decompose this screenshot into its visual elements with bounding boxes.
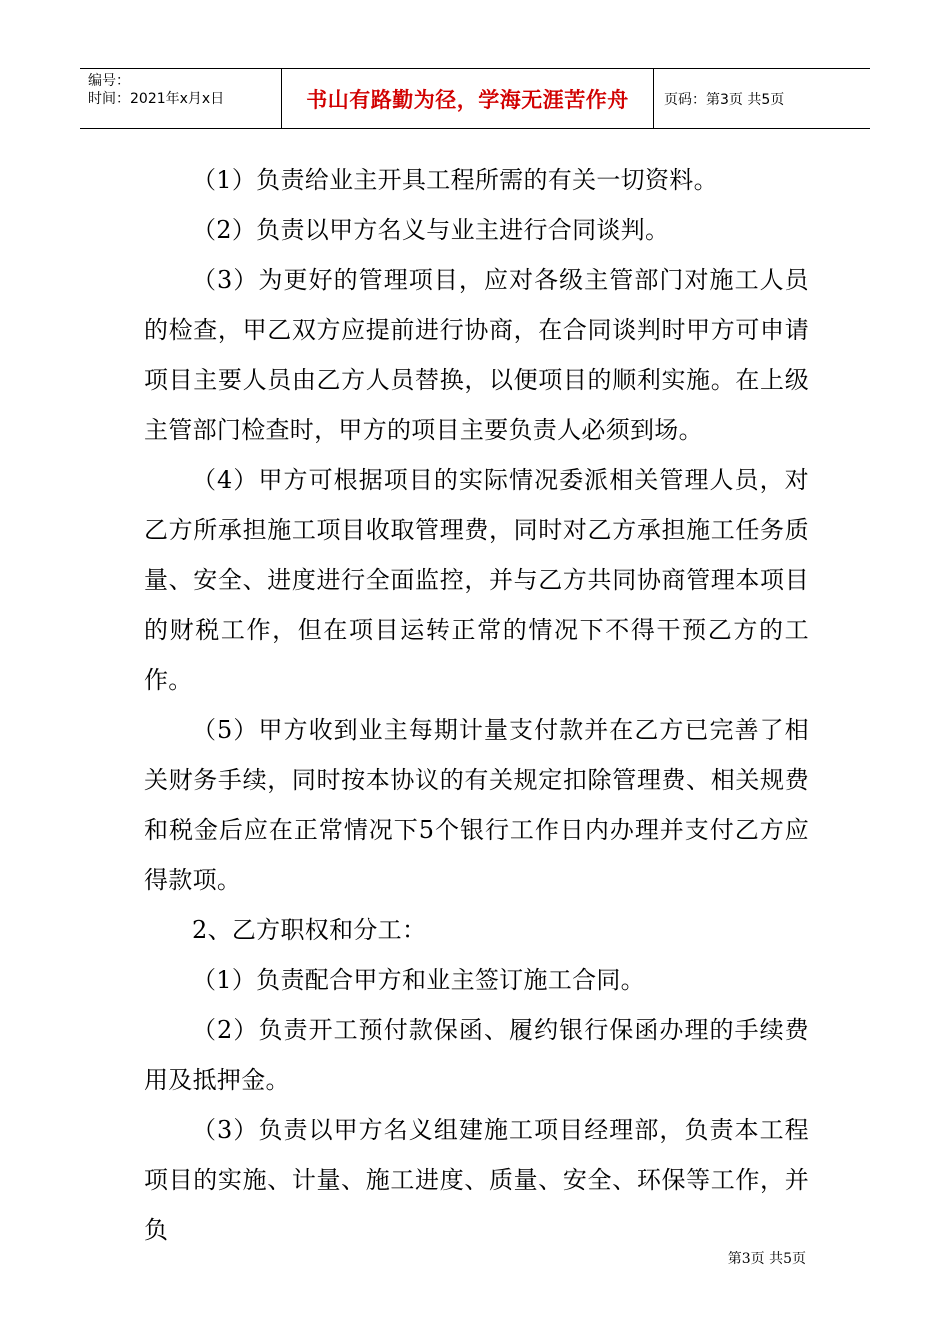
header-motto: 书山有路勤为径，学海无涯苦作舟	[282, 69, 654, 128]
header-meta	[80, 69, 282, 128]
paragraph: （3）为更好的管理项目，应对各级主管部门对施工人员的检查，甲乙双方应提前进行协商，在合同谈判时甲方可申请项目主要人员由乙方人员替换，以便项目的顺利实施。在上级主管部门检查时，甲方的项目主要负责人必须到场。	[144, 266, 809, 444]
paragraph: （1）负责给业主开具工程所需的有关一切资料。	[192, 166, 718, 194]
paragraph: （1）负责配合甲方和业主签订施工合同。	[192, 966, 645, 994]
page-header	[80, 68, 870, 129]
page-footer: 第3页 共5页	[727, 1251, 806, 1267]
header-page-code: 页码：第3页 共5页	[664, 91, 785, 108]
section-heading: 2、乙方职权和分工：	[192, 916, 427, 944]
document-number-label: 编号：	[88, 73, 130, 89]
paragraph: （2）负责开工预付款保函、履约银行保函办理的手续费用及抵押金。	[144, 1016, 809, 1094]
paragraph: （5）甲方收到业主每期计量支付款并在乙方已完善了相关财务手续，同时按本协议的有关规定扣除管理费、相关规费和税金后应在正常情况下5个银行工作日内办理并支付乙方应得款项。	[144, 716, 809, 894]
document-body	[144, 155, 809, 1255]
document-time: 时间：2021年x月x日	[88, 91, 225, 107]
paragraph: （4）甲方可根据项目的实际情况委派相关管理人员，对乙方所承担施工项目收取管理费，同时对乙方承担施工任务质量、安全、进度进行全面监控，并与乙方共同协商管理本项目的财税工作，但在项目运转正常的情况下不得干预乙方的工作。	[144, 466, 809, 694]
paragraph: （3）负责以甲方名义组建施工项目经理部，负责本工程项目的实施、计量、施工进度、质量、安全、环保等工作，并负	[144, 1116, 809, 1244]
paragraph: （2）负责以甲方名义与业主进行合同谈判。	[192, 216, 670, 244]
